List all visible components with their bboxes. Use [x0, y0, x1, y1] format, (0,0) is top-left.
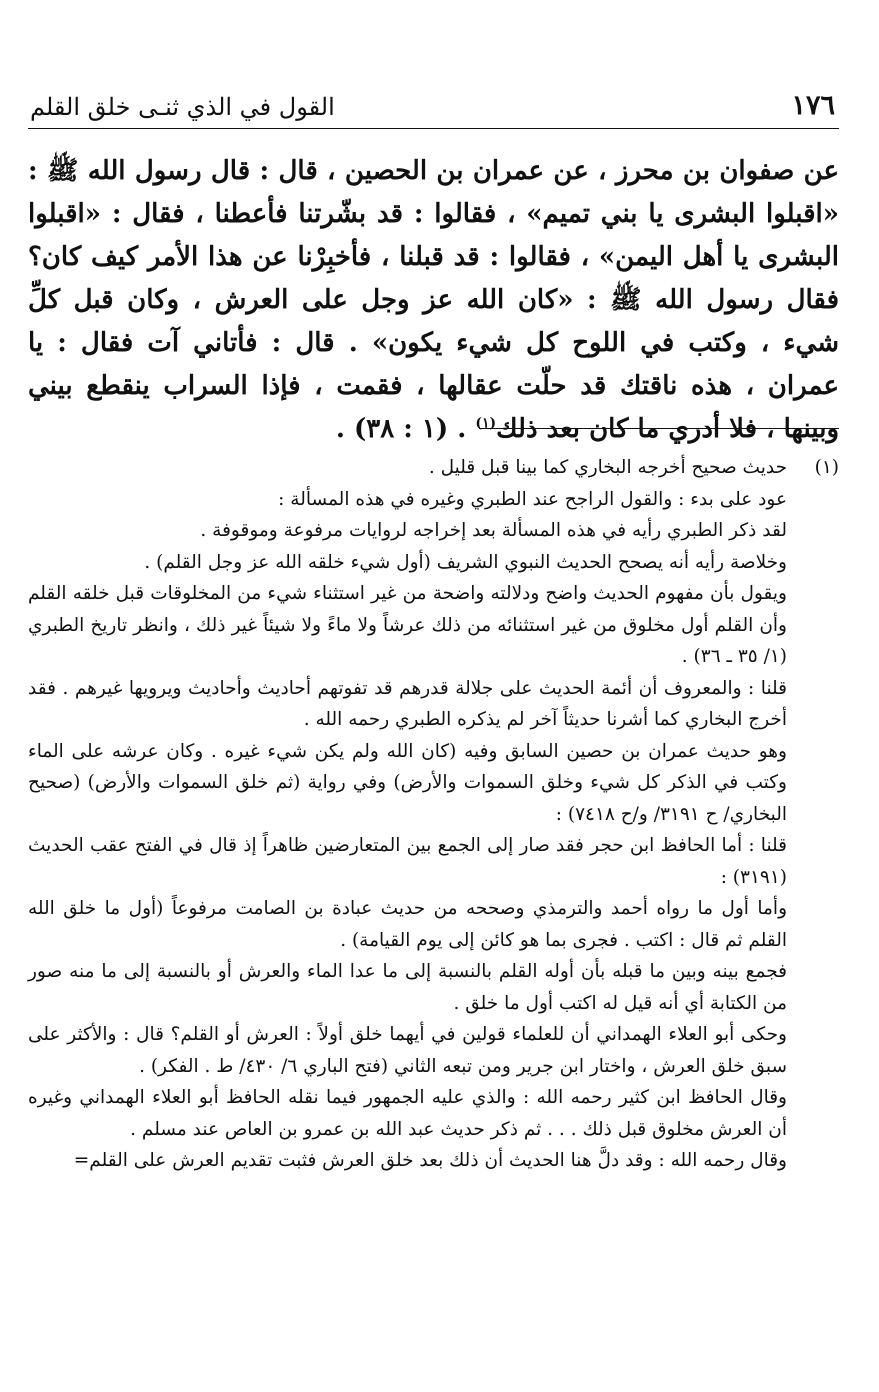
footnote-separator [479, 428, 839, 429]
footnotes [28, 452, 839, 1177]
footnote-paragraph: قلنا : والمعروف أن أئمة الحديث على جلالة قدرهم قد تفوتهم أحاديث وأحاديث ويرويها غيرهم . فقد أخرج البخاري كما أشرنا حديثاً آخر لم يذكره الطبري رحمه الله . [28, 677, 787, 730]
footnote-paragraph: وقال الحافظ ابن كثير رحمه الله : والذي عليه الجمهور فيما نقله الحافظ أبو العلاء الهمداني وغيره أن العرش مخلوق قبل ذلك . . . ثم ذكر حديث عبد الله بن عمرو بن العاص عند مسلم . [28, 1087, 787, 1140]
main-text [28, 150, 839, 451]
footnote-paragraph: وحكى أبو العلاء الهمداني أن للعلماء قولين في أيهما خلق أولاً : العرش أو القلم؟ قال : والأكثر على سبق خلق العرش ، واختار ابن جرير ومن تبعه الثاني (فتح الباري ٦/ ٤٣٠/ ط . الفكر) . [28, 1024, 787, 1077]
footnote-marker: (١) [814, 457, 839, 478]
footnote-paragraph: وهو حديث عمران بن حصين السابق وفيه (كان الله ولم يكن شيء غيره . وكان عرشه على الماء وكتب في الذكر كل شيء وخلق السموات والأرض) وفي رواية (ثم خلق السموات والأرض) (صحيح البخاري/ ح ٣١٩١/ و/ح ٧٤١٨) : [28, 740, 787, 825]
footnote-reference: (١) [475, 415, 497, 432]
footnote-paragraph: وقال رحمه الله : وقد دلَّ هنا الحديث أن ذلك بعد خلق العرش فثبت تقديم العرش على القلم= [73, 1150, 787, 1171]
footnote-paragraph: حديث صحيح أخرجه البخاري كما بينا قبل قليل . [428, 457, 787, 478]
footnote-1 [28, 452, 839, 1177]
page-number: ١٧٦ [791, 90, 835, 121]
running-title: القول في الذي ثنـى خلق القلم [30, 93, 335, 121]
page-header [28, 84, 839, 129]
footnote-paragraph: قلنا : أما الحافظ ابن حجر فقد صار إلى الجمع بين المتعارضين ظاهراً إذ قال في الفتح عقب الحديث (٣١٩١) : [28, 835, 787, 888]
main-paragraph-text: عن صفوان بن محرز ، عن عمران بن الحصين ، قال : قال رسول الله ﷺ : «اقبلوا البشرى يا بني تميم» ، فقالوا : قد بشّرتنا فأعطنا ، فقال : «اقبلوا البشرى يا أهل اليمن» ، فقالوا : قد قبلنا ، فأخبِرْنا عن هذا الأمر كيف كان؟ فقال رسول الله ﷺ : «كان الله عز وجل على العرش ، وكان قبل كلِّ شيء ، وكتب في اللوح كل شيء يكون» . قال : فأتاني آت فقال : يا عمران ، هذه ناقتك قد حلّت عقالها ، فقمت ، فإذا السراب ينقطع بيني وبينها ، فلا أدري ما كان بعد ذلك [28, 156, 839, 444]
main-paragraph [28, 150, 839, 451]
footnote-paragraph: وخلاصة رأيه أنه يصحح الحديث النبوي الشريف (أول شيء خلقه الله عز وجل القلم) . [144, 551, 787, 573]
footnote-paragraph: وأما أول ما رواه أحمد والترمذي وصححه من حديث عبادة بن الصامت مرفوعاً (أول ما خلق الله القلم ثم قال : اكتب . فجرى بما هو كائن إلى يوم القيامة) . [28, 898, 787, 951]
footnote-paragraph: عود على بدء : والقول الراجح عند الطبري وغيره في هذه المسألة : [278, 488, 787, 510]
footnote-paragraph: لقد ذكر الطبري رأيه في هذه المسألة بعد إخراجه لروايات مرفوعة وموقوفة . [200, 520, 787, 541]
footnote-body [28, 452, 787, 1177]
footnote-paragraph: فجمع بينه وبين ما قبله بأن أوله القلم بالنسبة إلى ما عدا الماء والعرش أو بالنسبة إلى ما منه صور من الكتابة أي أنه قيل له اكتب أول ما خلق . [28, 961, 787, 1014]
footnote-paragraph: ويقول بأن مفهوم الحديث واضح ودلالته واضحة من غير استثناء شيء من المخلوقات قبل خلقه القلم وأن القلم أول مخلوق من غير استثنائه من ذلك عرشاً ولا ماءً ولا شيئاً غير ذلك ، وانظر تاريخ الطبري (١/ ٣٥ ـ ٣٦) . [28, 583, 787, 667]
main-paragraph-tail: . (١ : ٣٨) . [335, 414, 476, 444]
